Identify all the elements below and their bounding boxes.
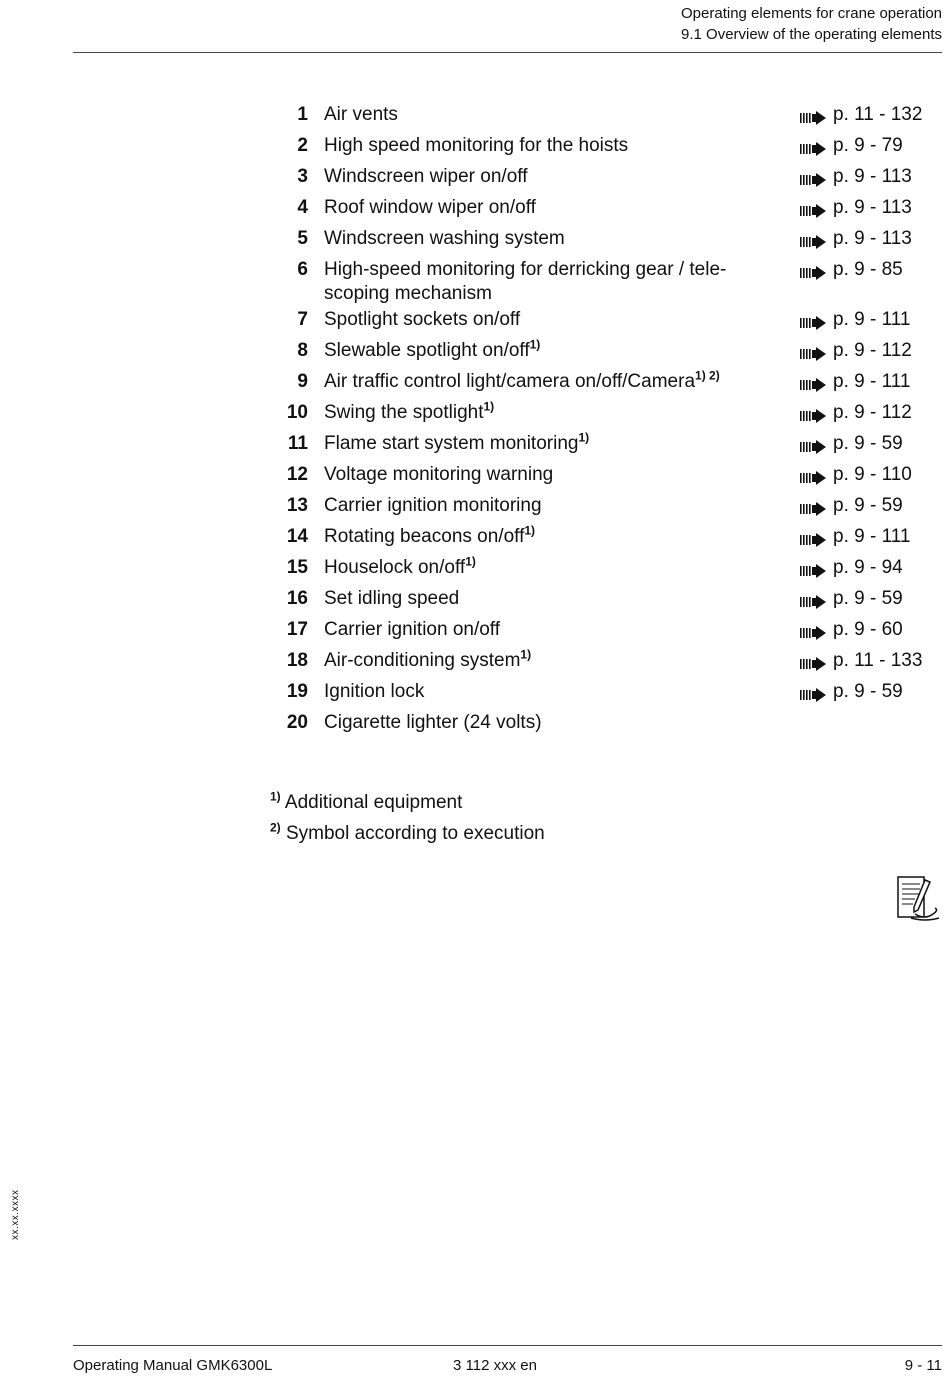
reference-arrow-icon <box>800 468 828 482</box>
reference-arrow-icon <box>800 263 828 277</box>
page-reference[interactable] <box>800 401 912 425</box>
footnote <box>270 818 545 849</box>
item-text: Voltage monitoring warning <box>324 464 554 485</box>
list-item <box>270 492 940 523</box>
header-chapter-title: Operating elements for crane operation <box>681 5 942 22</box>
page-reference[interactable] <box>800 339 912 363</box>
list-item <box>270 132 940 163</box>
item-description <box>324 306 764 337</box>
item-number: 10 <box>286 402 308 423</box>
item-description <box>324 368 764 399</box>
list-item <box>270 225 940 256</box>
item-number: 14 <box>286 526 308 547</box>
item-number: 15 <box>286 557 308 578</box>
reference-arrow-icon <box>800 313 828 327</box>
list-item <box>270 256 940 306</box>
footer-doc-number: 3 112 xxx en <box>453 1357 537 1374</box>
item-text: Carrier ignition monitoring <box>324 495 542 516</box>
page-reference-label: p. 9 - 111 <box>833 309 911 330</box>
list-item <box>270 399 940 430</box>
item-text: Air vents <box>324 104 398 125</box>
footnote-mark: 2) <box>270 820 281 835</box>
page-reference[interactable] <box>800 134 903 158</box>
item-description <box>324 492 764 523</box>
page-reference[interactable] <box>800 227 912 251</box>
item-text: Windscreen washing system <box>324 228 565 249</box>
item-text: Windscreen wiper on/off <box>324 166 528 187</box>
item-description <box>324 523 764 554</box>
item-text: Air traffic control light/camera on/off/Camera <box>324 371 696 392</box>
item-footnote-mark: 1) 2) <box>695 368 720 383</box>
header-section-title: 9.1 Overview of the operating elements <box>681 26 942 43</box>
list-item <box>270 709 940 740</box>
item-description <box>324 132 764 163</box>
page-reference-label: p. 9 - 79 <box>833 135 903 156</box>
item-text: Rotating beacons on/off <box>324 526 525 547</box>
page-reference[interactable] <box>800 525 910 549</box>
footer-divider <box>73 1345 942 1346</box>
item-footnote-mark: 1) <box>578 430 590 445</box>
list-item <box>270 101 940 132</box>
item-text: Houselock on/off <box>324 557 466 578</box>
item-text: Cigarette lighter (24 volts) <box>324 712 542 733</box>
list-item <box>270 585 940 616</box>
operating-elements-list <box>270 101 940 740</box>
item-text: Carrier ignition on/off <box>324 619 501 640</box>
list-item <box>270 523 940 554</box>
item-description <box>324 399 764 430</box>
item-number: 7 <box>297 309 308 330</box>
page-reference[interactable] <box>800 432 903 456</box>
reference-arrow-icon <box>800 685 828 699</box>
page-reference-label: p. 9 - 113 <box>833 197 912 218</box>
list-item <box>270 461 940 492</box>
reference-arrow-icon <box>800 592 828 606</box>
notepad-pencil-icon <box>895 874 941 924</box>
footnote-text: Symbol according to execution <box>285 823 545 844</box>
reference-arrow-icon <box>800 201 828 215</box>
page-reference[interactable] <box>800 370 910 394</box>
page-reference-label: p. 9 - 59 <box>833 681 903 702</box>
item-number: 2 <box>297 135 308 156</box>
item-number: 17 <box>286 619 308 640</box>
item-number: 3 <box>297 166 308 187</box>
list-item <box>270 306 940 337</box>
item-footnote-mark: 1) <box>483 399 495 414</box>
page-reference-label: p. 11 - 132 <box>833 104 923 125</box>
item-text: Flame start system monitoring <box>324 433 579 454</box>
item-description <box>324 616 764 647</box>
item-number: 8 <box>297 340 308 361</box>
page-reference-label: p. 9 - 59 <box>833 495 903 516</box>
item-footnote-mark: 1) <box>529 337 541 352</box>
item-text: Slewable spotlight on/off <box>324 340 530 361</box>
page-reference[interactable] <box>800 308 910 332</box>
item-number: 12 <box>286 464 308 485</box>
item-footnote-mark: 1) <box>465 554 476 569</box>
list-item <box>270 647 940 678</box>
item-text: High-speed monitoring for derricking gear / tele-scoping mechanism <box>324 259 727 304</box>
item-number: 13 <box>286 495 308 516</box>
footnote-text: Additional equipment <box>284 792 463 813</box>
page-reference-label: p. 9 - 113 <box>833 166 912 187</box>
item-description <box>324 194 764 225</box>
reference-arrow-icon <box>800 170 828 184</box>
page-reference[interactable] <box>800 680 903 704</box>
list-item <box>270 194 940 225</box>
reference-arrow-icon <box>800 344 828 358</box>
item-number: 16 <box>286 588 308 609</box>
page-reference[interactable] <box>800 618 903 642</box>
item-number: 18 <box>286 650 308 671</box>
reference-arrow-icon <box>800 108 828 122</box>
list-item <box>270 337 940 368</box>
page-reference-label: p. 9 - 112 <box>833 402 912 423</box>
item-text: Set idling speed <box>324 588 460 609</box>
item-description <box>324 225 764 256</box>
reference-arrow-icon <box>800 375 828 389</box>
page-reference[interactable] <box>800 196 912 220</box>
item-description <box>324 430 764 461</box>
page-reference[interactable] <box>800 649 922 673</box>
page-reference[interactable] <box>800 556 903 580</box>
page-reference-label: p. 11 - 133 <box>833 650 923 671</box>
document-code: xx.xx.xxxx <box>10 1189 21 1240</box>
item-description <box>324 256 764 306</box>
page-reference-label: p. 9 - 94 <box>833 557 903 578</box>
list-item <box>270 163 940 194</box>
item-number: 4 <box>297 197 308 218</box>
list-item <box>270 554 940 585</box>
header-divider <box>73 52 942 53</box>
item-footnote-mark: 1) <box>524 523 536 538</box>
item-description <box>324 678 764 709</box>
list-item <box>270 616 940 647</box>
page-reference-label: p. 9 - 59 <box>833 588 903 609</box>
reference-arrow-icon <box>800 654 828 668</box>
item-text: Roof window wiper on/off <box>324 197 536 218</box>
reference-arrow-icon <box>800 406 828 420</box>
page-header <box>681 3 942 45</box>
item-description <box>324 461 764 492</box>
reference-arrow-icon <box>800 499 828 513</box>
item-description <box>324 163 764 194</box>
item-number: 6 <box>297 259 308 280</box>
item-number: 9 <box>297 371 308 392</box>
item-text: Air-conditioning system <box>324 650 521 671</box>
item-number: 1 <box>297 104 308 125</box>
page-reference-label: p. 9 - 59 <box>833 433 903 454</box>
reference-arrow-icon <box>800 437 828 451</box>
item-number: 20 <box>286 712 308 733</box>
page-reference-label: p. 9 - 113 <box>833 228 912 249</box>
item-text: Swing the spotlight <box>324 402 484 423</box>
page-reference[interactable] <box>800 103 922 127</box>
item-text: Ignition lock <box>324 681 425 702</box>
page-reference[interactable] <box>800 494 903 518</box>
item-description <box>324 647 764 678</box>
list-item <box>270 678 940 709</box>
reference-arrow-icon <box>800 232 828 246</box>
page-reference-label: p. 9 - 85 <box>833 259 903 280</box>
page-reference-label: p. 9 - 112 <box>833 340 912 361</box>
item-number: 19 <box>286 681 308 702</box>
item-description <box>324 337 764 368</box>
page-reference-label: p. 9 - 111 <box>833 371 911 392</box>
item-number: 11 <box>287 433 308 454</box>
reference-arrow-icon <box>800 139 828 153</box>
item-description <box>324 709 764 740</box>
footer-manual-title: Operating Manual GMK6300L <box>73 1357 273 1374</box>
item-text: High speed monitoring for the hoists <box>324 135 629 156</box>
item-description <box>324 554 764 585</box>
reference-arrow-icon <box>800 561 828 575</box>
reference-arrow-icon <box>800 623 828 637</box>
reference-arrow-icon <box>800 530 828 544</box>
footnotes <box>270 787 545 849</box>
footer-page-number: 9 - 11 <box>904 1357 942 1374</box>
item-number: 5 <box>297 228 308 249</box>
page-reference-label: p. 9 - 111 <box>833 526 911 547</box>
list-item <box>270 430 940 461</box>
page-reference-label: p. 9 - 110 <box>833 464 912 485</box>
list-item <box>270 368 940 399</box>
page-reference[interactable] <box>800 463 912 487</box>
page-reference[interactable] <box>800 587 903 611</box>
footnote <box>270 787 545 818</box>
page-reference-label: p. 9 - 60 <box>833 619 903 640</box>
page-reference[interactable] <box>800 165 912 189</box>
footnote-mark: 1) <box>270 789 281 804</box>
item-footnote-mark: 1) <box>520 647 532 662</box>
item-description <box>324 101 764 132</box>
item-description <box>324 585 764 616</box>
page-reference[interactable] <box>800 258 903 282</box>
item-text: Spotlight sockets on/off <box>324 309 521 330</box>
